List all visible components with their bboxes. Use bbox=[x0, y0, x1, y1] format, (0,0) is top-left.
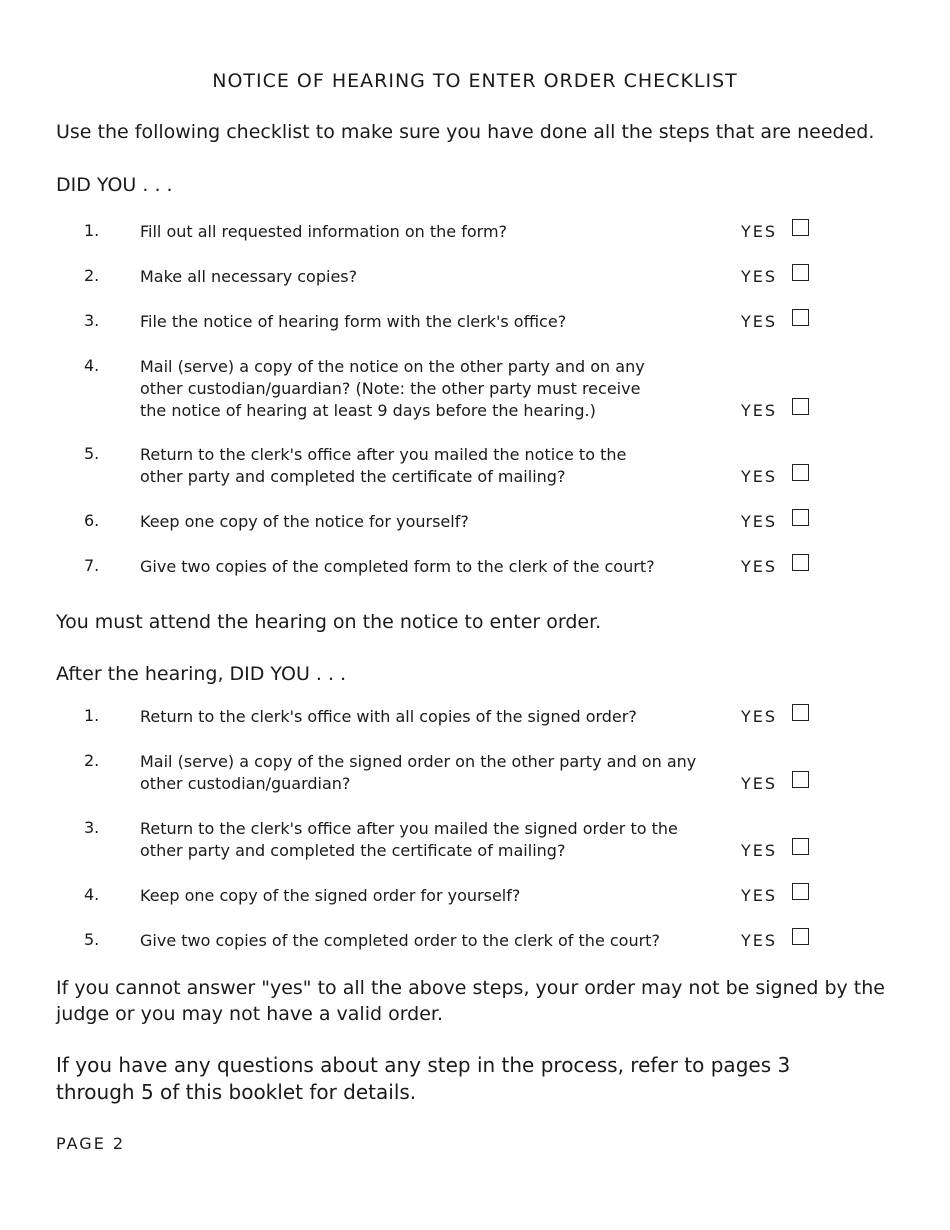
item-text-line: other party and completed the certificate of mailing? bbox=[140, 841, 566, 860]
yes-label: YES bbox=[741, 512, 778, 531]
yes-checkbox[interactable] bbox=[792, 398, 809, 415]
item-text bbox=[140, 356, 645, 422]
item-text bbox=[140, 444, 626, 488]
section2-heading: After the hearing, DID YOU . . . bbox=[56, 663, 347, 685]
yes-checkbox[interactable] bbox=[792, 771, 809, 788]
item-text bbox=[140, 221, 507, 243]
item-text-line: Keep one copy of the notice for yourself? bbox=[140, 512, 469, 531]
item-text bbox=[140, 885, 520, 907]
yes-checkbox[interactable] bbox=[792, 219, 809, 236]
page-number: PAGE 2 bbox=[56, 1134, 126, 1153]
questions-line: through 5 of this booklet for details. bbox=[56, 1080, 417, 1104]
item-text-line: Return to the clerk's office after you mailed the signed order to the bbox=[140, 819, 678, 838]
item-text-line: other custodian/guardian? (Note: the other party must receive bbox=[140, 379, 641, 398]
warning-line: If you cannot answer "yes" to all the above steps, your order may not be signed by the bbox=[56, 977, 885, 999]
item-number: 4. bbox=[84, 356, 100, 375]
item-text-line: Give two copies of the completed form to the clerk of the court? bbox=[140, 557, 655, 576]
yes-checkbox[interactable] bbox=[792, 464, 809, 481]
item-text bbox=[140, 706, 637, 728]
item-text-line: other party and completed the certificate of mailing? bbox=[140, 467, 566, 486]
yes-checkbox[interactable] bbox=[792, 264, 809, 281]
item-text bbox=[140, 266, 357, 288]
yes-checkbox[interactable] bbox=[792, 838, 809, 855]
yes-label: YES bbox=[741, 557, 778, 576]
item-number: 3. bbox=[84, 311, 100, 330]
warning-paragraph bbox=[56, 975, 885, 1027]
yes-checkbox[interactable] bbox=[792, 554, 809, 571]
item-text bbox=[140, 930, 660, 952]
item-number: 4. bbox=[84, 885, 100, 904]
yes-label: YES bbox=[741, 931, 778, 950]
item-text-line: Return to the clerk's office with all copies of the signed order? bbox=[140, 707, 637, 726]
item-text-line: Make all necessary copies? bbox=[140, 267, 358, 286]
yes-label: YES bbox=[741, 267, 778, 286]
item-text-line: File the notice of hearing form with the clerk's office? bbox=[140, 312, 567, 331]
yes-label: YES bbox=[741, 401, 778, 420]
item-number: 2. bbox=[84, 266, 100, 285]
yes-checkbox[interactable] bbox=[792, 509, 809, 526]
yes-label: YES bbox=[741, 707, 778, 726]
item-text-line: Mail (serve) a copy of the notice on the other party and on any bbox=[140, 357, 645, 376]
item-text-line: Give two copies of the completed order to the clerk of the court? bbox=[140, 931, 660, 950]
questions-paragraph bbox=[56, 1052, 790, 1106]
warning-line: judge or you may not have a valid order. bbox=[56, 1003, 444, 1025]
attend-note: You must attend the hearing on the notice to enter order. bbox=[56, 611, 602, 633]
yes-label: YES bbox=[741, 774, 778, 793]
item-number: 6. bbox=[84, 511, 100, 530]
item-text bbox=[140, 311, 566, 333]
item-text-line: Fill out all requested information on the form? bbox=[140, 222, 508, 241]
item-text bbox=[140, 751, 696, 795]
yes-checkbox[interactable] bbox=[792, 883, 809, 900]
item-text bbox=[140, 556, 655, 578]
item-number: 5. bbox=[84, 930, 100, 949]
section1-heading: DID YOU . . . bbox=[56, 174, 173, 196]
questions-line: If you have any questions about any step in the process, refer to pages 3 bbox=[56, 1053, 791, 1077]
yes-label: YES bbox=[741, 467, 778, 486]
item-number: 1. bbox=[84, 706, 100, 725]
item-text-line: Keep one copy of the signed order for yourself? bbox=[140, 886, 521, 905]
item-number: 2. bbox=[84, 751, 100, 770]
item-text-line: Return to the clerk's office after you mailed the notice to the bbox=[140, 445, 627, 464]
intro-text: Use the following checklist to make sure you have done all the steps that are needed. bbox=[56, 121, 875, 143]
yes-checkbox[interactable] bbox=[792, 704, 809, 721]
item-text-line: Mail (serve) a copy of the signed order on the other party and on any bbox=[140, 752, 697, 771]
yes-label: YES bbox=[741, 886, 778, 905]
yes-label: YES bbox=[741, 312, 778, 331]
yes-checkbox[interactable] bbox=[792, 928, 809, 945]
item-number: 1. bbox=[84, 221, 100, 240]
item-text-line: other custodian/guardian? bbox=[140, 774, 351, 793]
item-text bbox=[140, 818, 678, 862]
yes-label: YES bbox=[741, 222, 778, 241]
page-title: NOTICE OF HEARING TO ENTER ORDER CHECKLIST bbox=[212, 70, 738, 92]
item-number: 3. bbox=[84, 818, 100, 837]
yes-checkbox[interactable] bbox=[792, 309, 809, 326]
item-number: 7. bbox=[84, 556, 100, 575]
item-number: 5. bbox=[84, 444, 100, 463]
yes-label: YES bbox=[741, 841, 778, 860]
item-text-line: the notice of hearing at least 9 days before the hearing.) bbox=[140, 401, 596, 420]
item-text bbox=[140, 511, 469, 533]
